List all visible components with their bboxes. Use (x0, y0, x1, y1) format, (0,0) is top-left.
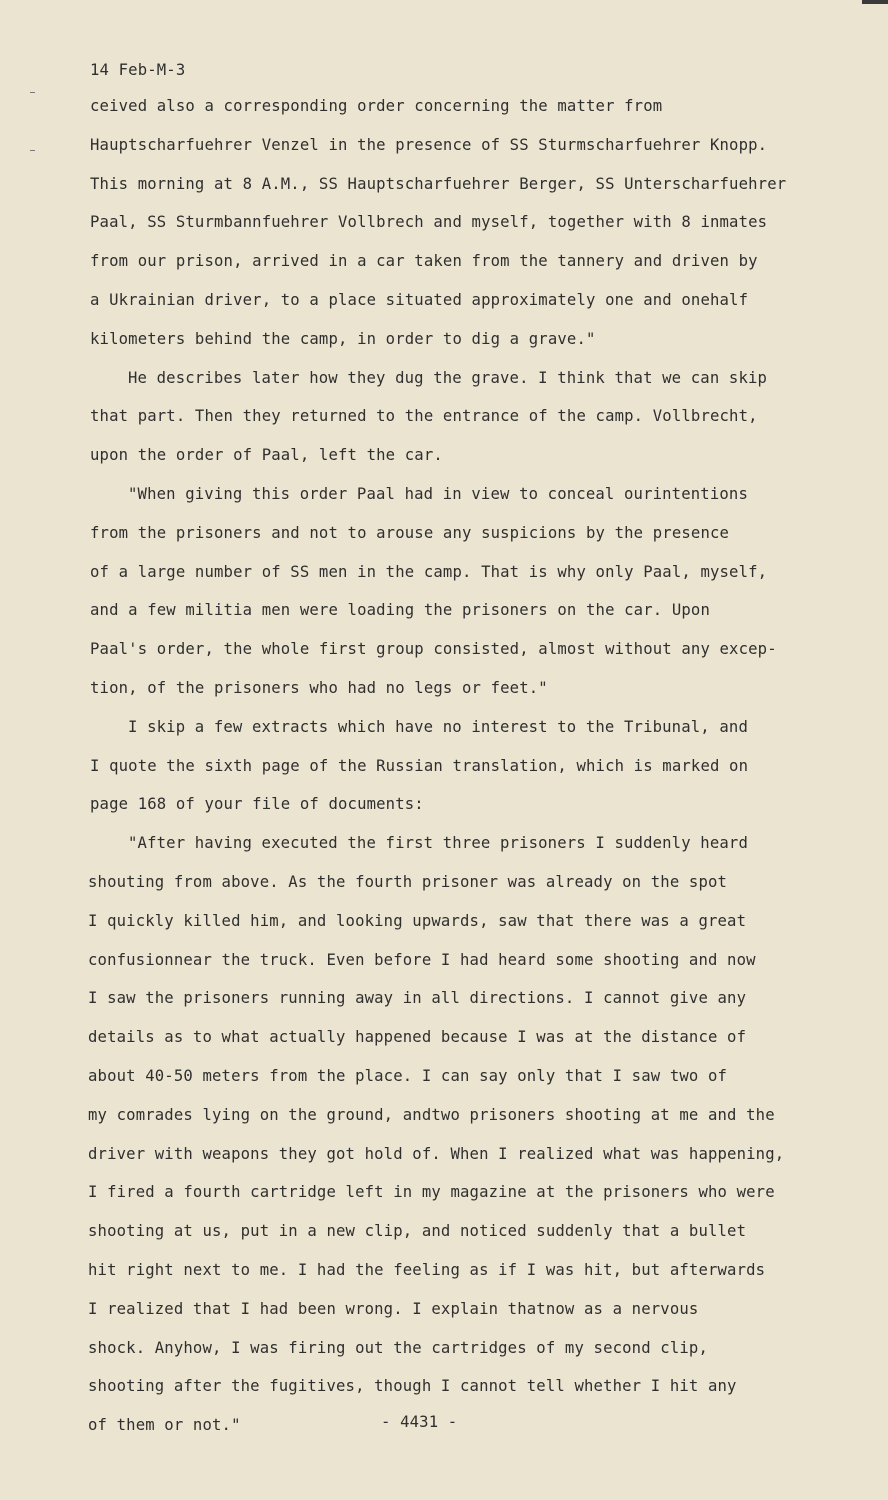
text-line: details as to what actually happened because I was at the distance of (88, 1028, 747, 1046)
text-line: Paal, SS Sturmbannfuehrer Vollbrech and myself, together with 8 inmates (90, 213, 768, 231)
scan-edge-mark (862, 0, 888, 4)
text-line: hit right next to me. I had the feeling as if I was hit, but afterwards (88, 1261, 766, 1279)
text-line: shouting from above. As the fourth prisoner was already on the spot (88, 873, 728, 891)
text-line: from our prison, arrived in a car taken from the tannery and driven by (90, 252, 758, 270)
text-line: confusionnear the truck. Even before I had heard some shooting and now (88, 951, 756, 969)
text-line: I fired a fourth cartridge left in my magazine at the prisoners who were (88, 1183, 775, 1201)
margin-mark (30, 150, 35, 151)
text-line: He describes later how they dug the grave. I think that we can skip (128, 369, 768, 387)
text-line: of a large number of SS men in the camp. That is why only Paal, myself, (90, 563, 768, 581)
text-line: driver with weapons they got hold of. When I realized what was happening, (88, 1145, 785, 1163)
text-line: I realized that I had been wrong. I explain thatnow as a nervous (88, 1300, 699, 1318)
text-line: shooting after the fugitives, though I cannot tell whether I hit any (88, 1377, 737, 1395)
text-line: shooting at us, put in a new clip, and noticed suddenly that a bullet (88, 1222, 747, 1240)
text-line: and a few militia men were loading the prisoners on the car. Upon (90, 601, 710, 619)
text-line: Paal's order, the whole first group consisted, almost without any excep- (90, 640, 777, 658)
text-line: upon the order of Paal, left the car. (90, 446, 443, 464)
text-line: from the prisoners and not to arouse any suspicions by the presence (90, 524, 730, 542)
margin-mark (30, 92, 35, 93)
text-line: my comrades lying on the ground, andtwo prisoners shooting at me and the (88, 1106, 775, 1124)
text-line: page 168 of your file of documents: (90, 795, 424, 813)
text-line: I quickly killed him, and looking upwards, saw that there was a great (88, 912, 747, 930)
text-line: "After having executed the first three prisoners I suddenly heard (128, 834, 748, 852)
text-line: tion, of the prisoners who had no legs or feet." (90, 679, 548, 697)
text-line: about 40-50 meters from the place. I can say only that I saw two of (88, 1067, 728, 1085)
text-line: "When giving this order Paal had in view to conceal ourintentions (128, 485, 748, 503)
text-line: I saw the prisoners running away in all directions. I cannot give any (88, 989, 747, 1007)
text-line: I quote the sixth page of the Russian translation, which is marked on (90, 757, 749, 775)
text-line: I skip a few extracts which have no interest to the Tribunal, and (128, 718, 748, 736)
text-line: of them or not." (88, 1416, 241, 1434)
text-line: kilometers behind the camp, in order to dig a grave." (90, 330, 596, 348)
text-line: a Ukrainian driver, to a place situated approximately one and onehalf (90, 291, 749, 309)
text-line: Hauptscharfuehrer Venzel in the presence of SS Sturmscharfuehrer Knopp. (90, 136, 768, 154)
page-code: 14 Feb-M-3 (90, 61, 186, 79)
text-line: shock. Anyhow, I was firing out the cartridges of my second clip, (88, 1339, 708, 1357)
page-number: - 4431 - (381, 1413, 458, 1431)
text-line: This morning at 8 A.M., SS Hauptscharfuehrer Berger, SS Unterscharfuehrer (90, 175, 787, 193)
text-line: that part. Then they returned to the entrance of the camp. Vollbrecht, (90, 407, 758, 425)
text-line: ceived also a corresponding order concerning the matter from (90, 97, 663, 115)
